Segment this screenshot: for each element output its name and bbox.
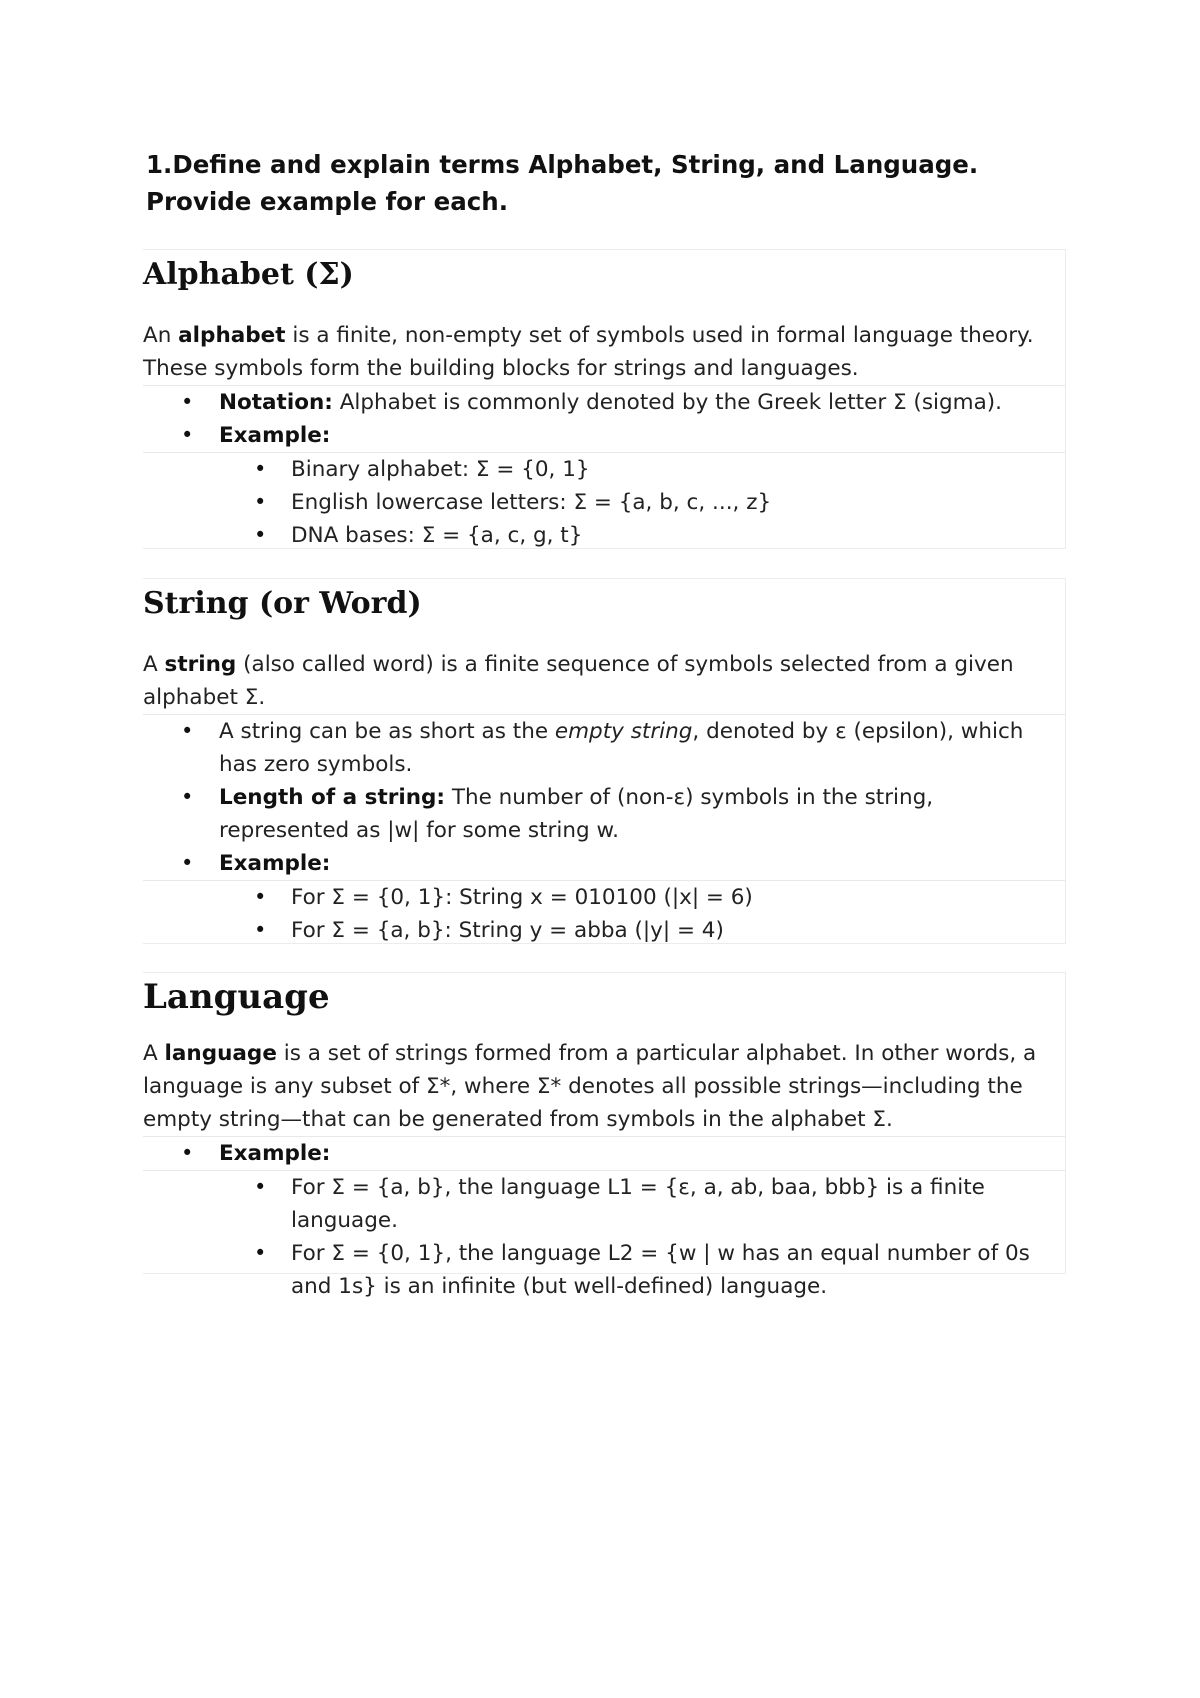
example-text: For Σ = {a, b}, the language L1 = {ε, a, ab, baa, bbb} is a finite language. [291,1175,985,1233]
bullet-icon: • [254,885,267,909]
length-label: Length of a string: [219,785,445,810]
language-section [143,972,1066,1299]
bullet-icon: • [181,423,194,447]
bullet-icon: • [254,523,267,547]
example-label: Example: [219,1141,331,1166]
example-text: DNA bases: Σ = {a, c, g, t} [291,523,583,548]
example-text: Binary alphabet: Σ = {0, 1} [291,457,590,482]
bullet-icon: • [181,390,194,414]
example-text: English lowercase letters: Σ = {a, b, c, ..., z} [291,490,772,515]
example-text: For Σ = {0, 1}: String x = 010100 (|x| = 6) [291,885,753,910]
list-item [143,486,1065,519]
list-item [143,519,1065,552]
alphabet-list [143,385,1065,552]
string-term: string [164,652,237,677]
bullet-icon: • [181,1141,194,1165]
example-label: Example: [219,423,331,448]
example-label: Example: [219,851,331,876]
bullet-icon: • [254,490,267,514]
alphabet-definition: An alphabet is a finite, non-empty set of symbols used in formal language theory. These symbols form the building blocks for strings and languages. [143,323,1034,381]
bullet-icon: • [254,918,267,942]
string-section [143,578,1066,944]
language-term: language [164,1041,277,1066]
question-title: 1.Define and explain terms Alphabet, String, and Language. Provide example for each. [146,150,979,216]
alphabet-heading: Alphabet (Σ) [143,257,354,292]
list-item [143,419,1065,452]
bullet-icon: • [181,851,194,875]
bullet-icon: • [254,1241,267,1265]
list-item [143,1237,1065,1303]
length-text: The number of (non-ε) symbols in the string, represented as |w| for some string w. [219,785,934,843]
language-heading: Language [143,977,330,1017]
notation-label: Notation: [219,390,333,415]
list-item [143,452,1065,486]
bullet-icon: • [254,1175,267,1199]
bullet-icon: • [254,457,267,481]
notation-text: Alphabet is commonly denoted by the Greek letter Σ (sigma). [332,390,1002,415]
string-definition: A string (also called word) is a finite sequence of symbols selected from a given alphabet Σ. [143,652,1014,710]
string-list [143,714,1065,947]
list-item [143,386,1065,419]
empty-string-term: empty string [554,719,693,744]
alphabet-term: alphabet [178,323,286,348]
example-text: For Σ = {0, 1}, the language L2 = {w | w has an equal number of 0s and 1s} is an infinite (but well-defined) language. [291,1241,1030,1299]
list-item [143,1170,1065,1237]
list-item [143,880,1065,914]
list-item [143,914,1065,947]
list-item: • A string can be as short as the empty string, denoted by ε (epsilon), which has zero symbols. [143,715,1065,781]
bullet-icon: • [181,719,194,743]
string-heading: String (or Word) [143,586,422,621]
bullet-icon: • [181,785,194,809]
language-definition: A language is a set of strings formed from a particular alphabet. In other words, a language is any subset of Σ*, where Σ* denotes all possible strings—including the empty string—that can be generated from symbols in the alphabet Σ. [143,1041,1037,1132]
example-text: For Σ = {a, b}: String y = abba (|y| = 4) [291,918,724,943]
language-list [143,1136,1065,1303]
list-item [143,847,1065,880]
list-item [143,781,1065,847]
list-item [143,1137,1065,1170]
alphabet-section [143,249,1066,549]
